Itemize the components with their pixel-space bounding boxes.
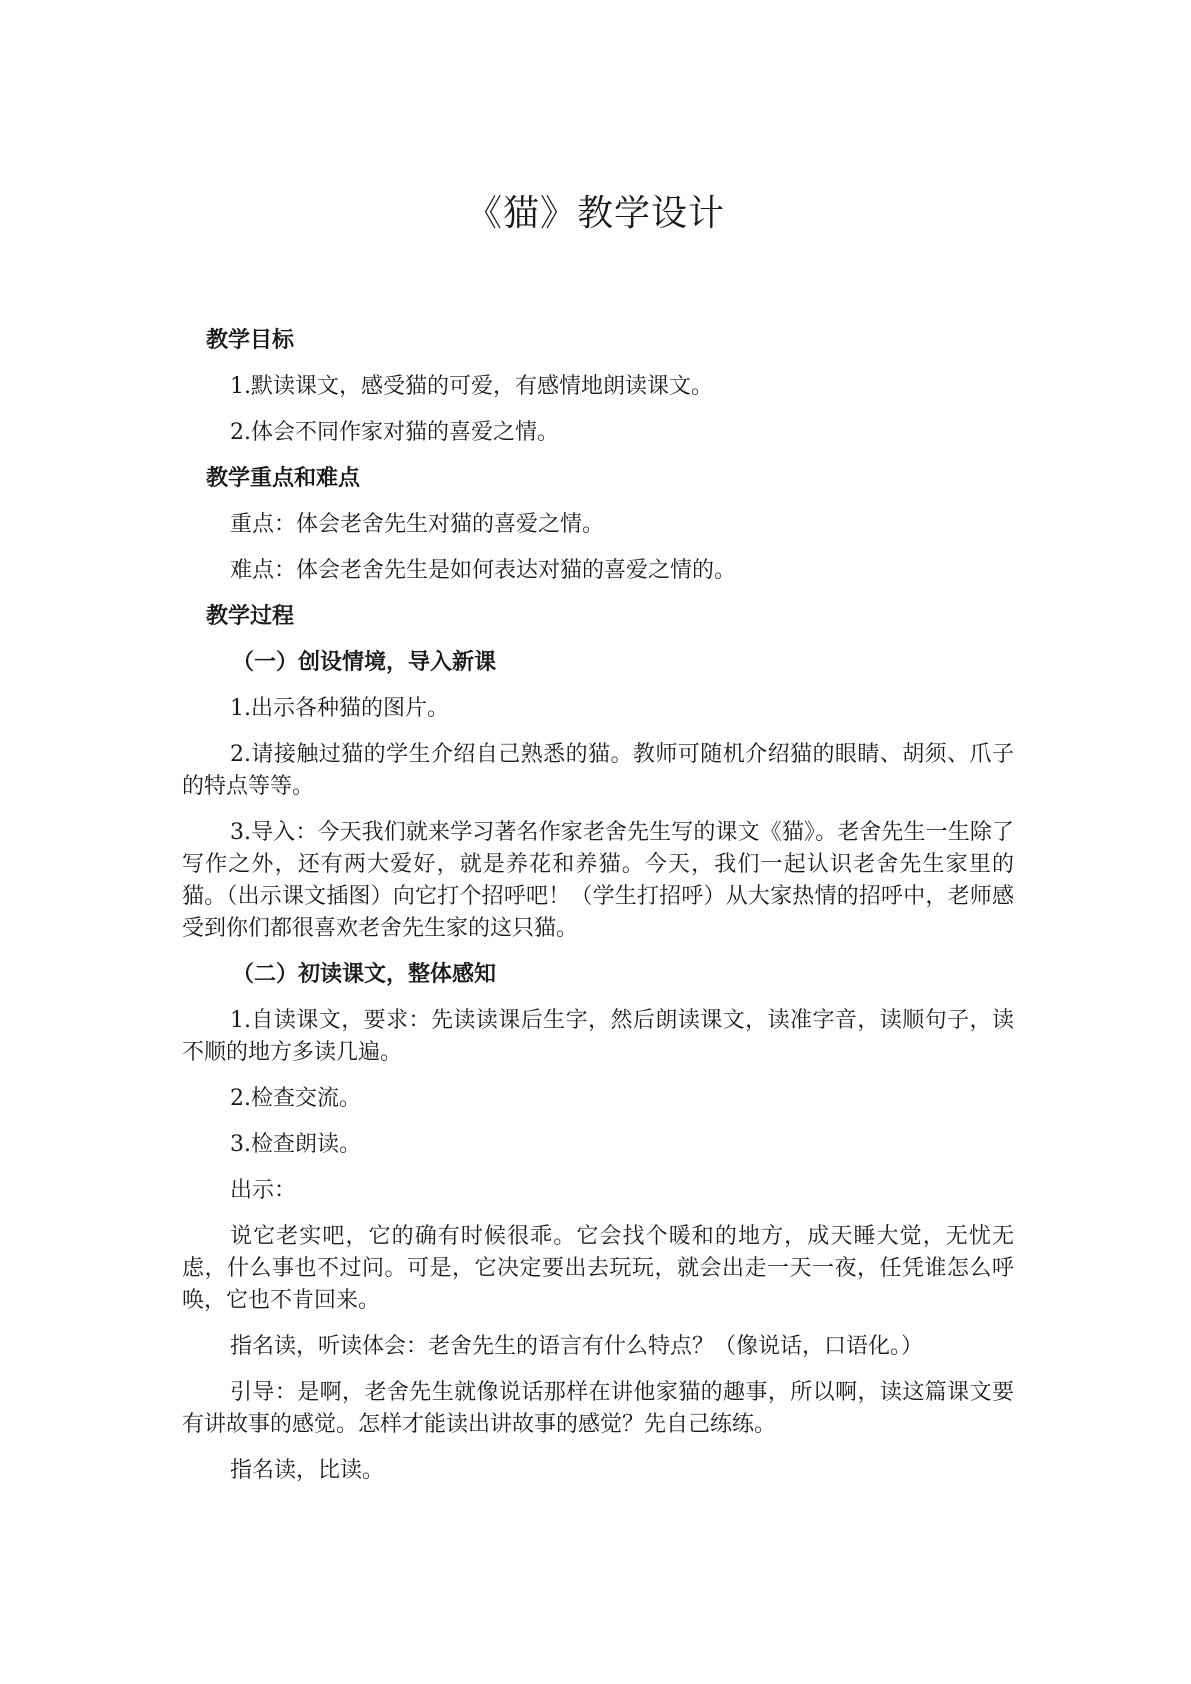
paragraph: 1.自读课文，要求：先读读课后生字，然后朗读课文，读准字音，读顺句子，读不顺的地方多读几遍。 bbox=[182, 1008, 1014, 1065]
paragraph: 2.体会不同作家对猫的喜爱之情。 bbox=[230, 420, 559, 445]
paragraph: 难点：体会老舍先生是如何表达对猫的喜爱之情的。 bbox=[230, 558, 737, 583]
section-heading-process: 教学过程 bbox=[206, 604, 295, 629]
paragraph: 2.检查交流。 bbox=[230, 1086, 361, 1111]
section-heading-goals: 教学目标 bbox=[206, 328, 295, 353]
paragraph: 1.默读课文，感受猫的可爱，有感情地朗读课文。 bbox=[230, 374, 713, 399]
paragraph: 重点：体会老舍先生对猫的喜爱之情。 bbox=[230, 512, 605, 537]
paragraph: 引导：是啊，老舍先生就像说话那样在讲他家猫的趣事，所以啊，读这篇课文要有讲故事的感觉。怎样才能读出讲故事的感觉？先自己练练。 bbox=[182, 1380, 1014, 1437]
document-title: 《猫》教学设计 bbox=[465, 193, 725, 234]
section-heading-key-points: 教学重点和难点 bbox=[206, 466, 361, 491]
paragraph: 指名读，听读体会：老舍先生的语言有什么特点？（像说话，口语化。） bbox=[230, 1334, 924, 1359]
paragraph: 出示： bbox=[230, 1178, 297, 1203]
subsection-heading-intro: （一）创设情境，导入新课 bbox=[232, 650, 497, 675]
paragraph: 指名读，比读。 bbox=[230, 1458, 385, 1483]
paragraph: 1.出示各种猫的图片。 bbox=[230, 696, 449, 721]
paragraph: 2.请接触过猫的学生介绍自己熟悉的猫。教师可随机介绍猫的眼睛、胡须、爪子的特点等等。 bbox=[182, 742, 1014, 799]
document-body bbox=[182, 325, 1014, 1501]
subsection-heading-first-reading: （二）初读课文，整体感知 bbox=[232, 962, 497, 987]
paragraph: 3.检查朗读。 bbox=[230, 1132, 361, 1157]
quoted-passage: 说它老实吧，它的确有时候很乖。它会找个暖和的地方，成天睡大觉，无忧无虑，什么事也不过问。可是，它决定要出去玩玩，就会出走一天一夜，任凭谁怎么呼唤，它也不肯回来。 bbox=[182, 1224, 1014, 1313]
paragraph: 3.导入：今天我们就来学习著名作家老舍先生写的课文《猫》。老舍先生一生除了写作之外，还有两大爱好，就是养花和养猫。今天，我们一起认识老舍先生家里的猫。（出示课文插图）向它打个招呼吧！（学生打招呼）从大家热情的招呼中，老师感受到你们都很喜欢老舍先生家的这只猫。 bbox=[182, 820, 1014, 941]
